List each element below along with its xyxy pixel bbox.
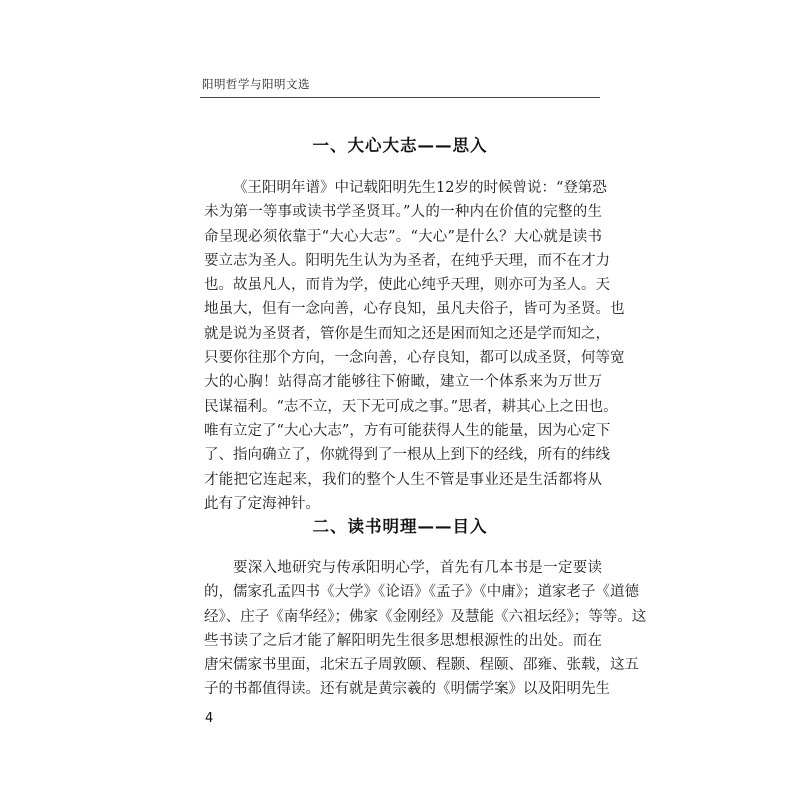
running-head: 阳明哲学与阳明文选 (202, 77, 310, 91)
text-line: 命呈现必须依靠于“大心大志”。“大心”是什么？大心就是读书 (204, 228, 602, 245)
text-line: 未为第一等事或读书学圣贤耳。”人的一种内在价值的完整的生 (204, 204, 602, 221)
text-line: 才能把它连起来，我们的整个人生不管是事业还是生活都将从 (204, 471, 602, 488)
text-line: 就是说为圣贤者，管你是生而知之还是困而知之还是学而知之， (204, 325, 610, 342)
text-line: 要深入地研究与传承阳明心学，首先有几本书是一定要读 (233, 560, 602, 576)
text-line: 了、指向确立了，你就得到了一根从上到下的经线，所有的纬线 (204, 447, 610, 464)
section-heading-1: 一、大心大志——思入 (312, 136, 488, 155)
text-line: 唯有立定了“大心大志”，方有可能获得人生的能量，因为心定下 (204, 422, 611, 439)
text-line: 些书读了之后才能了解阳明先生很多思想根源性的出处。而在 (204, 632, 602, 649)
section-2-paragraph (204, 556, 647, 702)
section-1-paragraph (204, 176, 625, 516)
text-line: 大的心胸！站得高才能够往下俯瞰，建立一个体系来为万世万 (204, 374, 602, 391)
header-rule (200, 97, 600, 98)
text-line: 只要你往那个方向，一念向善，心存良知，都可以成圣贤，何等宽 (204, 350, 625, 367)
text-line: 民谋福利。“志不立，天下无可成之事。”思者，耕其心上之田也。 (204, 398, 618, 415)
text-line: 经》、庄子《南华经》；佛家《金刚经》及慧能《六祖坛经》；等等。这 (204, 608, 647, 625)
text-line: 《王阳明年谱》中记载阳明先生12岁的时候曾说：“登第恐 (233, 180, 607, 196)
text-line: 也。故虽凡人，而肯为学，使此心纯乎天理，则亦可为圣人。天 (204, 277, 610, 294)
text-line: 要立志为圣人。阳明先生认为为圣者，在纯乎天理，而不在才力 (204, 252, 610, 269)
text-line: 的，儒家孔孟四书《大学》《论语》《孟子》《中庸》；道家老子《道德 (204, 584, 639, 601)
text-line: 子的书都值得读。还有就是黄宗羲的《明儒学案》以及阳明先生 (204, 681, 610, 698)
text-line: 唐宋儒家书里面，北宋五子周敦颐、程颢、程颐、邵雍、张载，这五 (204, 657, 639, 674)
text-line: 此有了定海神针。 (204, 495, 320, 512)
text-line: 地虽大，但有一念向善，心存良知，虽凡夫俗子，皆可为圣贤。也 (204, 301, 625, 318)
section-heading-2: 二、读书明理——目入 (312, 517, 488, 536)
page-number: 4 (205, 711, 214, 726)
